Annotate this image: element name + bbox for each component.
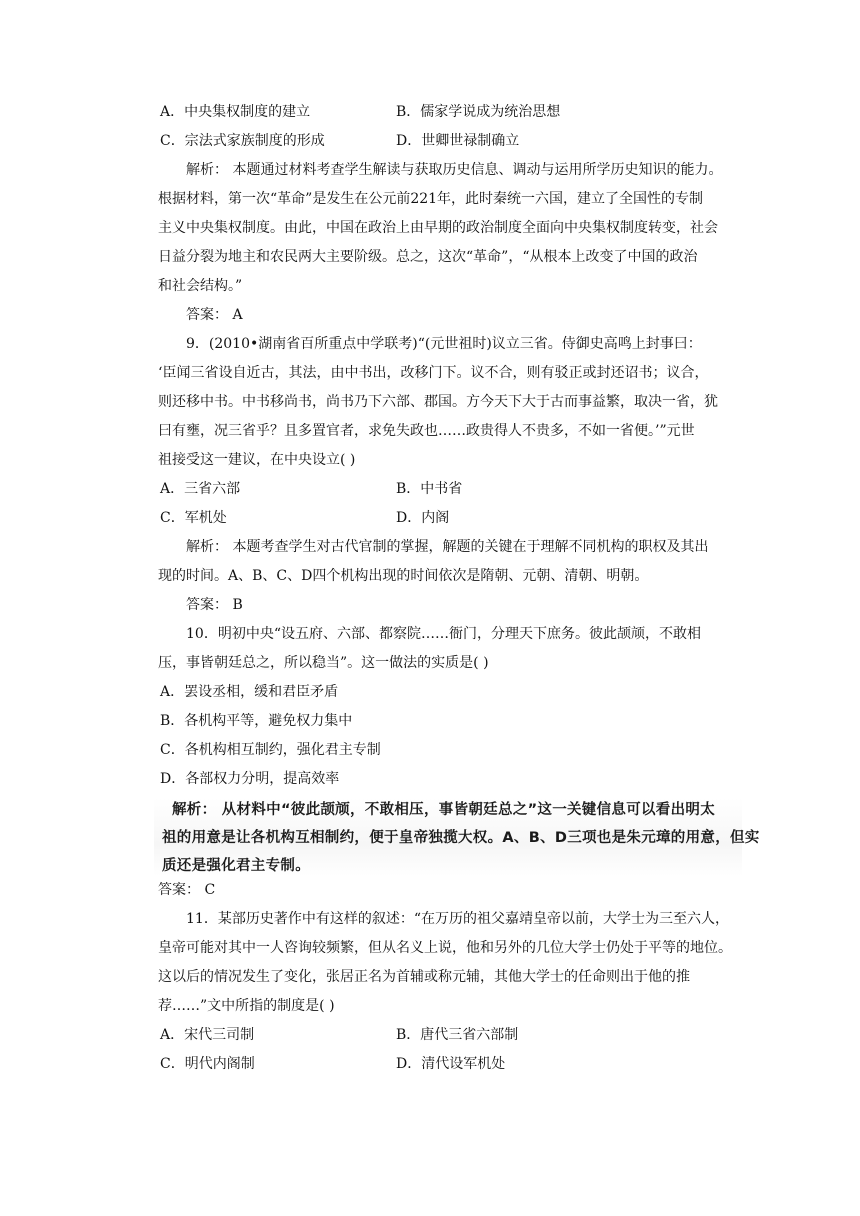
q9-question-line: 则还移中书。中书移尚书，尚书乃下六部、郡国。方今天下大于古而事益繁，取决一省，犹 (158, 394, 718, 410)
q9-options-row-1 (158, 479, 718, 499)
q8-options-row-2 (158, 131, 718, 151)
q11-option-b: B．唐代三省六部制 (396, 1027, 519, 1043)
q10-analysis-line: 质还是强化君主专制。 (162, 858, 310, 874)
q8-option-b: B．儒家学说成为统治思想 (396, 104, 561, 120)
q8-analysis-line: 和社会结构。” (158, 278, 243, 294)
q10-option-c: C．各机构相互制约，强化君主专制 (160, 742, 381, 758)
q9-question-line: ‘臣闻三省设自近古，其法，由中书出，改移门下。议不合，则有驳正或封还诏书；议合， (158, 365, 709, 381)
q10-analysis-line: 解析： 从材料中“彼此颉颃，不敢相压，事皆朝廷总之”这一关键信息可以看出明太 (172, 802, 716, 818)
q10-question-line: 压，事皆朝廷总之，所以稳当”。这一做法的实质是( ) (158, 655, 489, 671)
q8-analysis-line: 日益分裂为地主和农民两大主要阶级。总之，这次“革命”，“从根本上改变了中国的政治 (158, 249, 698, 265)
q8-analysis-line: 主义中央集权制度。由此，中国在政治上由早期的政治制度全面向中央集权制度转变，社会 (158, 220, 718, 236)
q8-analysis-line: 根据材料，第一次“革命”是发生在公元前221年，此时秦统一六国，建立了全国性的专制 (158, 191, 704, 207)
q11-options-row-2 (158, 1054, 718, 1074)
q8-analysis-line: 解析： 本题通过材料考查学生解读与获取历史信息、调动与运用所学历史知识的能力。 (186, 162, 723, 178)
q8-answer: 答案： A (186, 307, 243, 323)
q9-options-row-2 (158, 508, 718, 528)
q11-options-row-1 (158, 1025, 718, 1045)
q8-option-d: D．世卿世禄制确立 (396, 133, 520, 149)
q10-analysis-scan (154, 798, 760, 876)
q8-options-row-1 (158, 102, 718, 122)
q9-analysis-line: 现的时间。A、B、C、D四个机构出现的时间依次是隋朝、元朝、清朝、明朝。 (158, 568, 649, 584)
q10-answer: 答案： C (158, 882, 216, 898)
q11-option-d: D．清代设军机处 (396, 1056, 506, 1072)
q9-option-d: D．内阁 (396, 510, 450, 526)
q11-option-a: A．宋代三司制 (160, 1027, 255, 1043)
q11-question-line: 皇帝可能对其中一人咨询较频繁，但从名义上说，他和另外的几位大学士仍处于平等的地位。 (158, 940, 732, 956)
q9-option-c: C．军机处 (160, 510, 227, 526)
q10-option-a: A．罢设丞相，缓和君臣矛盾 (160, 684, 339, 700)
q9-question-line: 曰有壅，况三省乎？且多置官者，求免失政也……政贵得人不贵多，不如一省便。’”元世 (158, 423, 695, 439)
q10-question-line: 10．明初中央“设五府、六部、都察院……衙门，分理天下庶务。彼此颉颃，不敢相 (186, 626, 701, 642)
q9-question-line: 9．(2010•湖南省百所重点中学联考)“(元世祖时)议立三省。侍御史高鸣上封事曰： (186, 336, 702, 352)
q11-question-line: 11．某部历史著作中有这样的叙述：“在万历的祖父嘉靖皇帝以前，大学士为三至六人， (186, 911, 729, 927)
q9-answer: 答案： B (186, 597, 243, 613)
q8-option-c: C．宗法式家族制度的形成 (160, 133, 325, 149)
q9-analysis-line: 解析： 本题考查学生对古代官制的掌握，解题的关键在于理解不同机构的职权及其出 (186, 539, 709, 555)
q11-question-line: 荐……”文中所指的制度是( ) (158, 998, 335, 1014)
q10-option-d: D．各部权力分明，提高效率 (160, 771, 340, 787)
q9-option-a: A．三省六部 (160, 481, 241, 497)
q9-question-line: 祖接受这一建议，在中央设立( ) (158, 452, 356, 468)
q11-question-line: 这以后的情况发生了变化，张居正名为首辅或称元辅，其他大学士的任命则出于他的推 (158, 969, 690, 985)
q8-option-a: A．中央集权制度的建立 (160, 104, 311, 120)
q9-option-b: B．中书省 (396, 481, 463, 497)
q11-option-c: C．明代内阁制 (160, 1056, 255, 1072)
q10-analysis-line: 祖的用意是让各机构互相制约，便于皇帝独揽大权。A、B、D三项也是朱元璋的用意，但实 (162, 830, 760, 846)
q10-option-b: B．各机构平等，避免权力集中 (160, 713, 353, 729)
